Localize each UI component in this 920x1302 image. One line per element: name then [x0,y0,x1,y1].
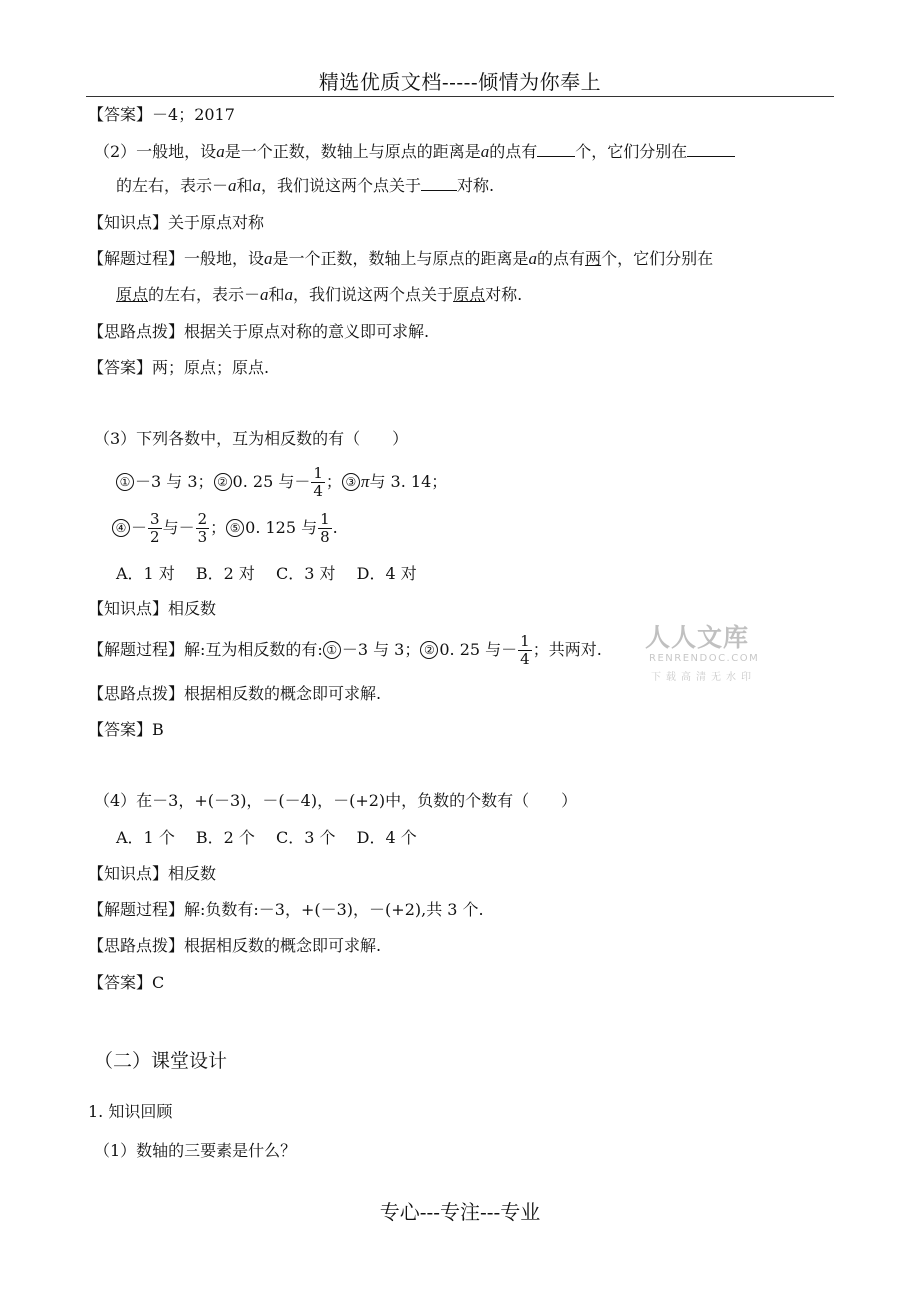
q2-sol-text: 个，它们分别在 [601,249,714,268]
fraction-denominator: 2 [150,528,160,546]
circled-number: ② [214,473,232,491]
q3-choice-text: ； [325,472,342,491]
q2-sol-text: 对称. [485,285,523,304]
q3-options: A．1 对 B．2 对 C．3 对 D．4 对 [116,564,417,583]
q2-knowledge: 关于原点对称 [168,213,265,232]
q2-sol-text: 和 [268,285,285,304]
q2-sol-text: 是一个正数，数轴上与原点的距离是 [272,249,529,268]
q4-stem: （4）在－3，+(－3)，－(－4)，－(+2)中，负数的个数有（ ） [94,791,578,810]
q2-text: 是一个正数，数轴上与原点的距离是 [224,142,481,161]
var-a: a [528,249,538,268]
q4-hint: 根据相反数的概念即可求解. [184,936,382,955]
watermark-logo [645,618,775,688]
q3-choice-text: ； [210,518,227,537]
var-a: a [216,142,225,161]
var-a: a [480,142,490,161]
circled-number: ⑤ [226,519,244,537]
q3-choices-line1 [116,462,447,502]
var-a: a [252,176,262,195]
solution-tag: 【解题过程】 [88,900,185,919]
q1-answer-line [88,104,235,126]
watermark-site: RENRENDOC.COM [649,653,760,664]
q2-solution-line2 [116,284,522,306]
circled-number: ① [323,641,341,659]
circled-number: ② [420,641,438,659]
var-a: a [260,285,269,304]
fraction-denominator: 4 [313,482,323,500]
circled-number: ④ [112,519,130,537]
q2-knowledge-line [88,212,264,234]
q2-text: 和 [236,176,253,195]
circled-number: ① [116,473,134,491]
q2-stem-line2 [116,175,494,197]
q3-choice-text: 0. 125 与 [245,518,318,537]
answer-tag: 【答案】 [88,105,153,124]
watermark-slogan: 下载高清无水印 [651,672,756,683]
q4-knowledge: 相反数 [168,864,217,883]
hint-tag: 【思路点拨】 [88,936,185,955]
q2-sol-filled: 两 [585,249,602,268]
hint-tag: 【思路点拨】 [88,322,185,341]
q3-sol-text: ；共两对. [532,640,602,659]
fraction [148,511,162,546]
var-a: a [264,249,273,268]
answer-tag: 【答案】 [88,358,153,377]
fill-blank [537,142,575,157]
review-question-1: （1）数轴的三要素是什么？ [94,1141,297,1160]
circled-number: ③ [342,473,360,491]
pi-symbol: π [360,472,370,491]
fraction-denominator: 3 [197,528,208,546]
q3-choice-text: － [131,518,148,537]
q3-choice-text: . [332,518,338,537]
q2-sol-filled: 原点 [453,285,486,304]
q3-choices-line2 [112,508,338,548]
page-footer: 专心---专注---专业 [379,1200,541,1224]
fraction-numerator: 1 [320,510,330,528]
watermark-title: 人人文库 [645,623,750,652]
knowledge-tag: 【知识点】 [88,864,169,883]
fraction [518,633,532,668]
solution-tag: 【解题过程】 [88,640,185,659]
var-a: a [228,176,237,195]
q3-sol-text: －3 与 3； [341,640,421,659]
q2-text: 对称. [457,176,495,195]
fraction-numerator: 1 [520,632,530,650]
q4-solution-line [88,899,484,921]
subsection-title: 1. 知识回顾 [88,1102,173,1121]
q4-answer-line [88,972,164,994]
q3-knowledge: 相反数 [168,599,217,618]
knowledge-tag: 【知识点】 [88,599,169,618]
fraction-numerator: 1 [313,464,323,482]
q2-text: 的左右，表示－ [116,176,229,195]
q3-choice-text: 与－ [162,518,195,537]
answer-tag: 【答案】 [88,720,153,739]
q2-sol-text: 的左右，表示－ [148,285,261,304]
fraction [318,511,332,546]
q2-sol-text: ，我们说这两个点关于 [293,285,454,304]
q3-solution-line [88,630,602,670]
hint-tag: 【思路点拨】 [88,684,185,703]
fill-blank [687,142,735,157]
answer-tag: 【答案】 [88,973,153,992]
page-header: 精选优质文档-----倾情为你奉上 [318,70,602,94]
q2-text: 的点有 [489,142,538,161]
q4-options: A．1 个 B．2 个 C．3 个 D．4 个 [116,828,417,847]
fill-blank [421,176,457,191]
q3-choice-text: 0. 25 与－ [232,472,311,491]
fraction-denominator: 8 [320,528,330,546]
q2-sol-text: 一般地，设 [184,249,265,268]
q2-text: （2）一般地，设 [94,142,217,161]
fraction-numerator: 2 [197,510,208,528]
fraction-numerator: 3 [150,510,160,528]
fraction [196,511,210,546]
q4-solution: 解:负数有:－3，+(－3)，－(+2),共 3 个. [184,900,484,919]
q3-choice-text: 与 3. 14； [369,472,448,491]
q2-sol-text: 的点有 [537,249,586,268]
q3-answer-line [88,719,164,741]
q3-choice-text: －3 与 3； [135,472,214,491]
q2-solution-line1 [88,248,713,270]
q2-text: 个，它们分别在 [575,142,688,161]
q2-text: ，我们说这两个点关于 [261,176,422,195]
q3-sol-text: 0. 25 与－ [439,640,518,659]
fraction [311,465,325,500]
q4-knowledge-line [88,863,216,885]
q3-hint-line [88,683,381,705]
q4-hint-line [88,935,381,957]
q3-sol-text: 解:互为相反数的有: [184,640,323,659]
knowledge-tag: 【知识点】 [88,213,169,232]
q2-hint: 根据关于原点对称的意义即可求解. [184,322,430,341]
q2-hint-line [88,321,429,343]
q3-knowledge-line [88,598,216,620]
header-divider [86,96,834,97]
q1-answer: －4；2017 [152,105,235,124]
var-a: a [284,285,294,304]
solution-tag: 【解题过程】 [88,249,185,268]
q3-stem: （3）下列各数中，互为相反数的有（ ） [94,429,409,448]
section-title: （二）课堂设计 [94,1050,228,1072]
q2-answer: 两；原点；原点. [152,358,270,377]
fraction-denominator: 4 [520,650,530,668]
q3-answer: B [152,720,164,739]
q2-answer-line [88,357,269,379]
q2-sol-filled: 原点 [116,285,149,304]
q3-hint: 根据相反数的概念即可求解. [184,684,382,703]
q4-answer: C [152,973,165,992]
q2-stem-line1 [94,141,735,163]
